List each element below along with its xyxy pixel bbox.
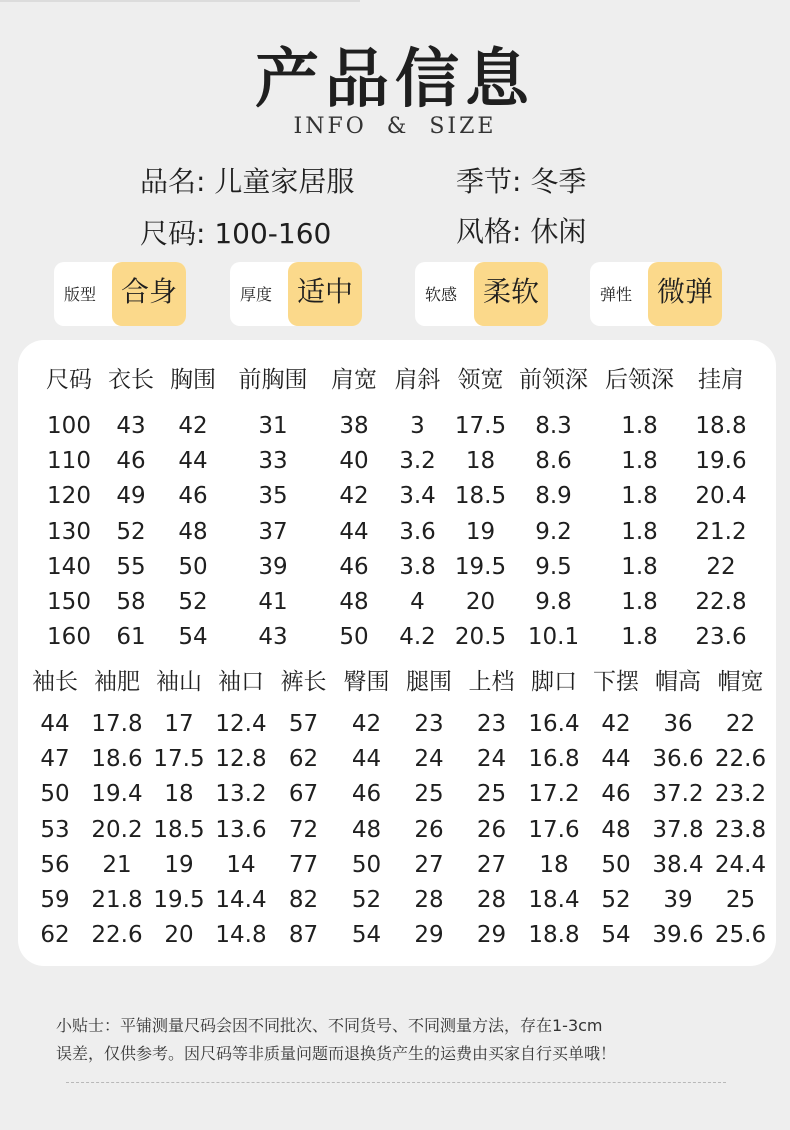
table-cell: 50 — [339, 624, 369, 651]
table-header-row — [38, 356, 758, 408]
table-cell: 17.6 — [528, 816, 580, 843]
table-cell: 14 — [226, 851, 256, 878]
table-cell: 36 — [663, 710, 693, 737]
page-title: 产品信息 — [255, 43, 535, 117]
table-header-cell: 帽宽 — [717, 668, 764, 695]
table-cell: 47 — [40, 745, 70, 772]
table-cell: 1.8 — [621, 483, 658, 510]
table-header-cell: 臀围 — [343, 668, 390, 695]
table-cell: 13.2 — [215, 781, 267, 808]
tips-text — [56, 1012, 616, 1068]
chip-elasticity — [590, 262, 722, 326]
table-row — [38, 620, 758, 655]
table-cell: 46 — [116, 447, 146, 474]
table-cell: 17.5 — [153, 745, 205, 772]
table-row — [38, 408, 758, 443]
table-header-cell: 袖长 — [32, 668, 78, 695]
table-cell: 25 — [725, 887, 756, 914]
table-cell: 22 — [725, 710, 756, 737]
table-cell: 19 — [164, 851, 194, 878]
table-cell: 44 — [601, 745, 631, 772]
table-cell: 8.3 — [535, 412, 572, 439]
table-cell: 50 — [178, 553, 208, 580]
table-cell: 14.8 — [215, 922, 267, 949]
table-cell: 1.8 — [621, 589, 658, 616]
table-cell: 18.6 — [91, 745, 143, 772]
chip-value: 柔软 — [474, 262, 548, 326]
size-chart-card — [18, 340, 776, 966]
table-cell: 28 — [414, 887, 444, 914]
table-row — [38, 479, 758, 514]
table-cell: 58 — [116, 589, 146, 616]
table-cell: 3 — [410, 412, 425, 439]
table-row — [24, 882, 772, 917]
table-cell: 1.8 — [621, 553, 658, 580]
table-row — [24, 777, 772, 812]
table-cell: 110 — [47, 447, 91, 474]
bottom-dashed-divider — [66, 1082, 726, 1083]
table-cell: 12.8 — [215, 745, 267, 772]
table-header-cell: 后领深 — [605, 366, 674, 393]
table-cell: 13.6 — [215, 816, 267, 843]
table-cell: 3.2 — [399, 447, 436, 474]
table-cell: 72 — [288, 816, 319, 843]
table-cell: 31 — [258, 412, 288, 439]
table-header-cell: 尺码 — [46, 366, 92, 393]
table-cell: 44 — [40, 710, 70, 737]
table-cell: 140 — [47, 553, 91, 580]
chip-label: 弹性 — [600, 285, 633, 304]
table-cell: 62 — [288, 745, 319, 772]
chip-fit — [54, 262, 186, 326]
chip-label: 软感 — [425, 285, 458, 304]
table-cell: 25.6 — [714, 922, 767, 949]
table-cell: 56 — [40, 851, 70, 878]
table-cell: 20 — [164, 922, 194, 949]
table-cell: 67 — [288, 781, 319, 808]
table-cell: 23 — [414, 710, 444, 737]
table-cell: 25 — [414, 781, 444, 808]
table-cell: 40 — [339, 447, 369, 474]
table-cell: 46 — [339, 553, 369, 580]
table-header-cell: 肩斜 — [394, 366, 441, 393]
table-cell: 21.8 — [91, 887, 143, 914]
table-cell: 19.5 — [454, 553, 507, 580]
table-cell: 49 — [116, 483, 146, 510]
table-row — [38, 549, 758, 584]
table-row — [24, 741, 772, 776]
table-cell: 28 — [476, 887, 507, 914]
table-row — [38, 443, 758, 478]
table-cell: 43 — [116, 412, 146, 439]
table-row — [24, 706, 772, 741]
table-cell: 8.6 — [535, 447, 572, 474]
table-cell: 20.5 — [454, 624, 507, 651]
table-row — [38, 514, 758, 549]
table-cell: 18.8 — [528, 922, 580, 949]
table-cell: 18 — [465, 447, 496, 474]
table-cell: 21.2 — [695, 518, 747, 545]
table-cell: 39.6 — [652, 922, 704, 949]
table-cell: 29 — [476, 922, 507, 949]
table-cell: 8.9 — [535, 483, 572, 510]
table-header-cell: 脚口 — [531, 668, 577, 695]
table-cell: 14.4 — [215, 887, 267, 914]
table-cell: 50 — [40, 781, 70, 808]
table-header-cell: 上档 — [468, 668, 515, 695]
table-header-cell: 衣长 — [108, 366, 154, 393]
table-cell: 39 — [258, 553, 288, 580]
table-header-cell: 裤长 — [280, 668, 327, 695]
table-cell: 82 — [288, 887, 319, 914]
table-cell: 26 — [476, 816, 507, 843]
table-cell: 53 — [40, 816, 70, 843]
table-cell: 52 — [178, 589, 208, 616]
table-cell: 48 — [351, 816, 382, 843]
table-header-cell: 领宽 — [457, 366, 504, 393]
table-cell: 42 — [178, 412, 208, 439]
table-cell: 27 — [476, 851, 507, 878]
table-cell: 77 — [288, 851, 319, 878]
table-cell: 19.6 — [695, 447, 747, 474]
table-cell: 36.6 — [652, 745, 704, 772]
table-cell: 52 — [601, 887, 631, 914]
table-cell: 54 — [601, 922, 631, 949]
size-table-bottom — [24, 658, 772, 953]
size-table-top — [38, 356, 758, 655]
table-cell: 20.2 — [91, 816, 143, 843]
table-cell: 38.4 — [652, 851, 704, 878]
table-cell: 44 — [178, 447, 208, 474]
table-cell: 20 — [465, 589, 496, 616]
table-header-cell: 袖口 — [218, 668, 264, 695]
table-cell: 57 — [288, 710, 319, 737]
table-cell: 52 — [351, 887, 382, 914]
table-cell: 18.8 — [695, 412, 747, 439]
tips-line-2: 误差，仅供参考。因尺码等非质量问题而退换货产生的运费由买家自行买单哦！ — [56, 1044, 617, 1063]
table-header-cell: 前领深 — [519, 366, 588, 393]
table-cell: 24 — [414, 745, 444, 772]
table-cell: 37 — [258, 518, 288, 545]
table-cell: 62 — [40, 922, 70, 949]
table-cell: 160 — [47, 624, 91, 651]
attribute-chips — [0, 262, 790, 330]
table-cell: 19 — [465, 518, 496, 545]
table-cell: 4.2 — [399, 624, 436, 651]
table-cell: 44 — [351, 745, 382, 772]
table-cell: 41 — [258, 589, 288, 616]
table-cell: 25 — [476, 781, 507, 808]
table-cell: 22.6 — [714, 745, 767, 772]
table-cell: 18 — [164, 781, 194, 808]
table-cell: 3.6 — [399, 518, 436, 545]
table-header-cell: 腿围 — [406, 668, 452, 695]
chip-value: 适中 — [288, 262, 362, 326]
table-cell: 48 — [339, 589, 369, 616]
table-cell: 23.2 — [714, 781, 767, 808]
table-cell: 21 — [102, 851, 132, 878]
table-header-cell: 胸围 — [170, 366, 216, 393]
table-cell: 27 — [414, 851, 444, 878]
table-cell: 55 — [116, 553, 146, 580]
tips-line-1: 小贴士：平铺测量尺码会因不同批次、不同货号、不同测量方法，存在1-3cm — [56, 1016, 603, 1035]
table-cell: 16.8 — [528, 745, 580, 772]
table-cell: 50 — [351, 851, 382, 878]
table-cell: 18.5 — [454, 483, 507, 510]
table-cell: 20.4 — [695, 483, 747, 510]
table-cell: 48 — [178, 518, 208, 545]
table-cell: 26 — [414, 816, 444, 843]
table-header-cell: 挂肩 — [698, 366, 744, 393]
table-cell: 100 — [47, 412, 91, 439]
table-cell: 29 — [414, 922, 444, 949]
table-row — [38, 584, 758, 619]
table-cell: 23.8 — [714, 816, 767, 843]
table-cell: 22 — [706, 553, 736, 580]
table-header-cell: 肩宽 — [331, 366, 377, 393]
table-cell: 46 — [178, 483, 208, 510]
table-row — [24, 812, 772, 847]
table-header-cell: 前胸围 — [238, 366, 308, 393]
table-cell: 61 — [116, 624, 146, 651]
table-row — [24, 847, 772, 882]
table-cell: 87 — [288, 922, 319, 949]
page-subtitle: INFO & SIZE — [293, 114, 497, 139]
chip-value: 合身 — [112, 262, 186, 326]
table-cell: 1.8 — [621, 447, 658, 474]
table-header-cell: 袖肥 — [94, 668, 140, 695]
table-cell: 24.4 — [714, 851, 767, 878]
table-cell: 22.8 — [695, 589, 747, 616]
table-cell: 50 — [601, 851, 631, 878]
table-cell: 19.5 — [153, 887, 205, 914]
table-cell: 59 — [40, 887, 70, 914]
table-cell: 46 — [601, 781, 631, 808]
table-cell: 19.4 — [91, 781, 143, 808]
chip-value: 微弹 — [648, 262, 722, 326]
table-cell: 37.2 — [652, 781, 704, 808]
table-cell: 17.5 — [454, 412, 507, 439]
table-cell: 44 — [339, 518, 369, 545]
chip-thickness — [230, 262, 362, 326]
table-cell: 1.8 — [621, 624, 658, 651]
table-cell: 17.2 — [528, 781, 580, 808]
table-cell: 22.6 — [91, 922, 143, 949]
table-cell: 9.5 — [535, 553, 572, 580]
table-cell: 4 — [410, 589, 425, 616]
chip-label: 版型 — [64, 285, 97, 304]
table-cell: 33 — [258, 447, 288, 474]
table-header-cell: 袖山 — [156, 668, 202, 695]
table-cell: 12.4 — [215, 710, 267, 737]
table-header-cell: 帽高 — [655, 668, 701, 695]
chip-label: 厚度 — [240, 285, 273, 304]
table-cell: 24 — [476, 745, 507, 772]
top-divider — [0, 0, 360, 2]
table-cell: 23.6 — [695, 624, 747, 651]
table-cell: 52 — [116, 518, 146, 545]
info-style: 风格: 休闲 — [456, 215, 587, 248]
table-cell: 37.8 — [652, 816, 704, 843]
table-cell: 18.5 — [153, 816, 205, 843]
table-cell: 120 — [47, 483, 91, 510]
table-cell: 54 — [351, 922, 382, 949]
table-cell: 18 — [539, 851, 569, 878]
table-cell: 38 — [339, 412, 369, 439]
table-cell: 3.8 — [399, 553, 436, 580]
table-cell: 46 — [351, 781, 382, 808]
table-header-cell: 下摆 — [593, 668, 639, 695]
table-cell: 35 — [258, 483, 288, 510]
table-cell: 42 — [351, 710, 382, 737]
table-cell: 150 — [47, 589, 91, 616]
info-season: 季节: 冬季 — [456, 165, 587, 198]
info-product-name: 品名: 儿童家居服 — [140, 165, 355, 198]
table-cell: 1.8 — [621, 412, 658, 439]
table-cell: 39 — [663, 887, 693, 914]
table-row — [24, 918, 772, 953]
table-cell: 130 — [47, 518, 91, 545]
table-cell: 1.8 — [621, 518, 658, 545]
table-cell: 17.8 — [91, 710, 143, 737]
table-cell: 42 — [339, 483, 369, 510]
table-cell: 16.4 — [528, 710, 580, 737]
table-cell: 17 — [164, 710, 194, 737]
table-cell: 10.1 — [527, 624, 580, 651]
table-cell: 42 — [601, 710, 631, 737]
table-cell: 48 — [601, 816, 631, 843]
table-cell: 54 — [178, 624, 208, 651]
table-cell: 18.4 — [528, 887, 580, 914]
table-header-row — [24, 658, 772, 706]
table-cell: 3.4 — [399, 483, 436, 510]
chip-softness — [415, 262, 548, 326]
table-cell: 9.8 — [535, 589, 572, 616]
table-cell: 43 — [258, 624, 288, 651]
table-cell: 9.2 — [535, 518, 572, 545]
table-cell: 23 — [476, 710, 507, 737]
info-size-range: 尺码: 100-160 — [140, 217, 332, 250]
